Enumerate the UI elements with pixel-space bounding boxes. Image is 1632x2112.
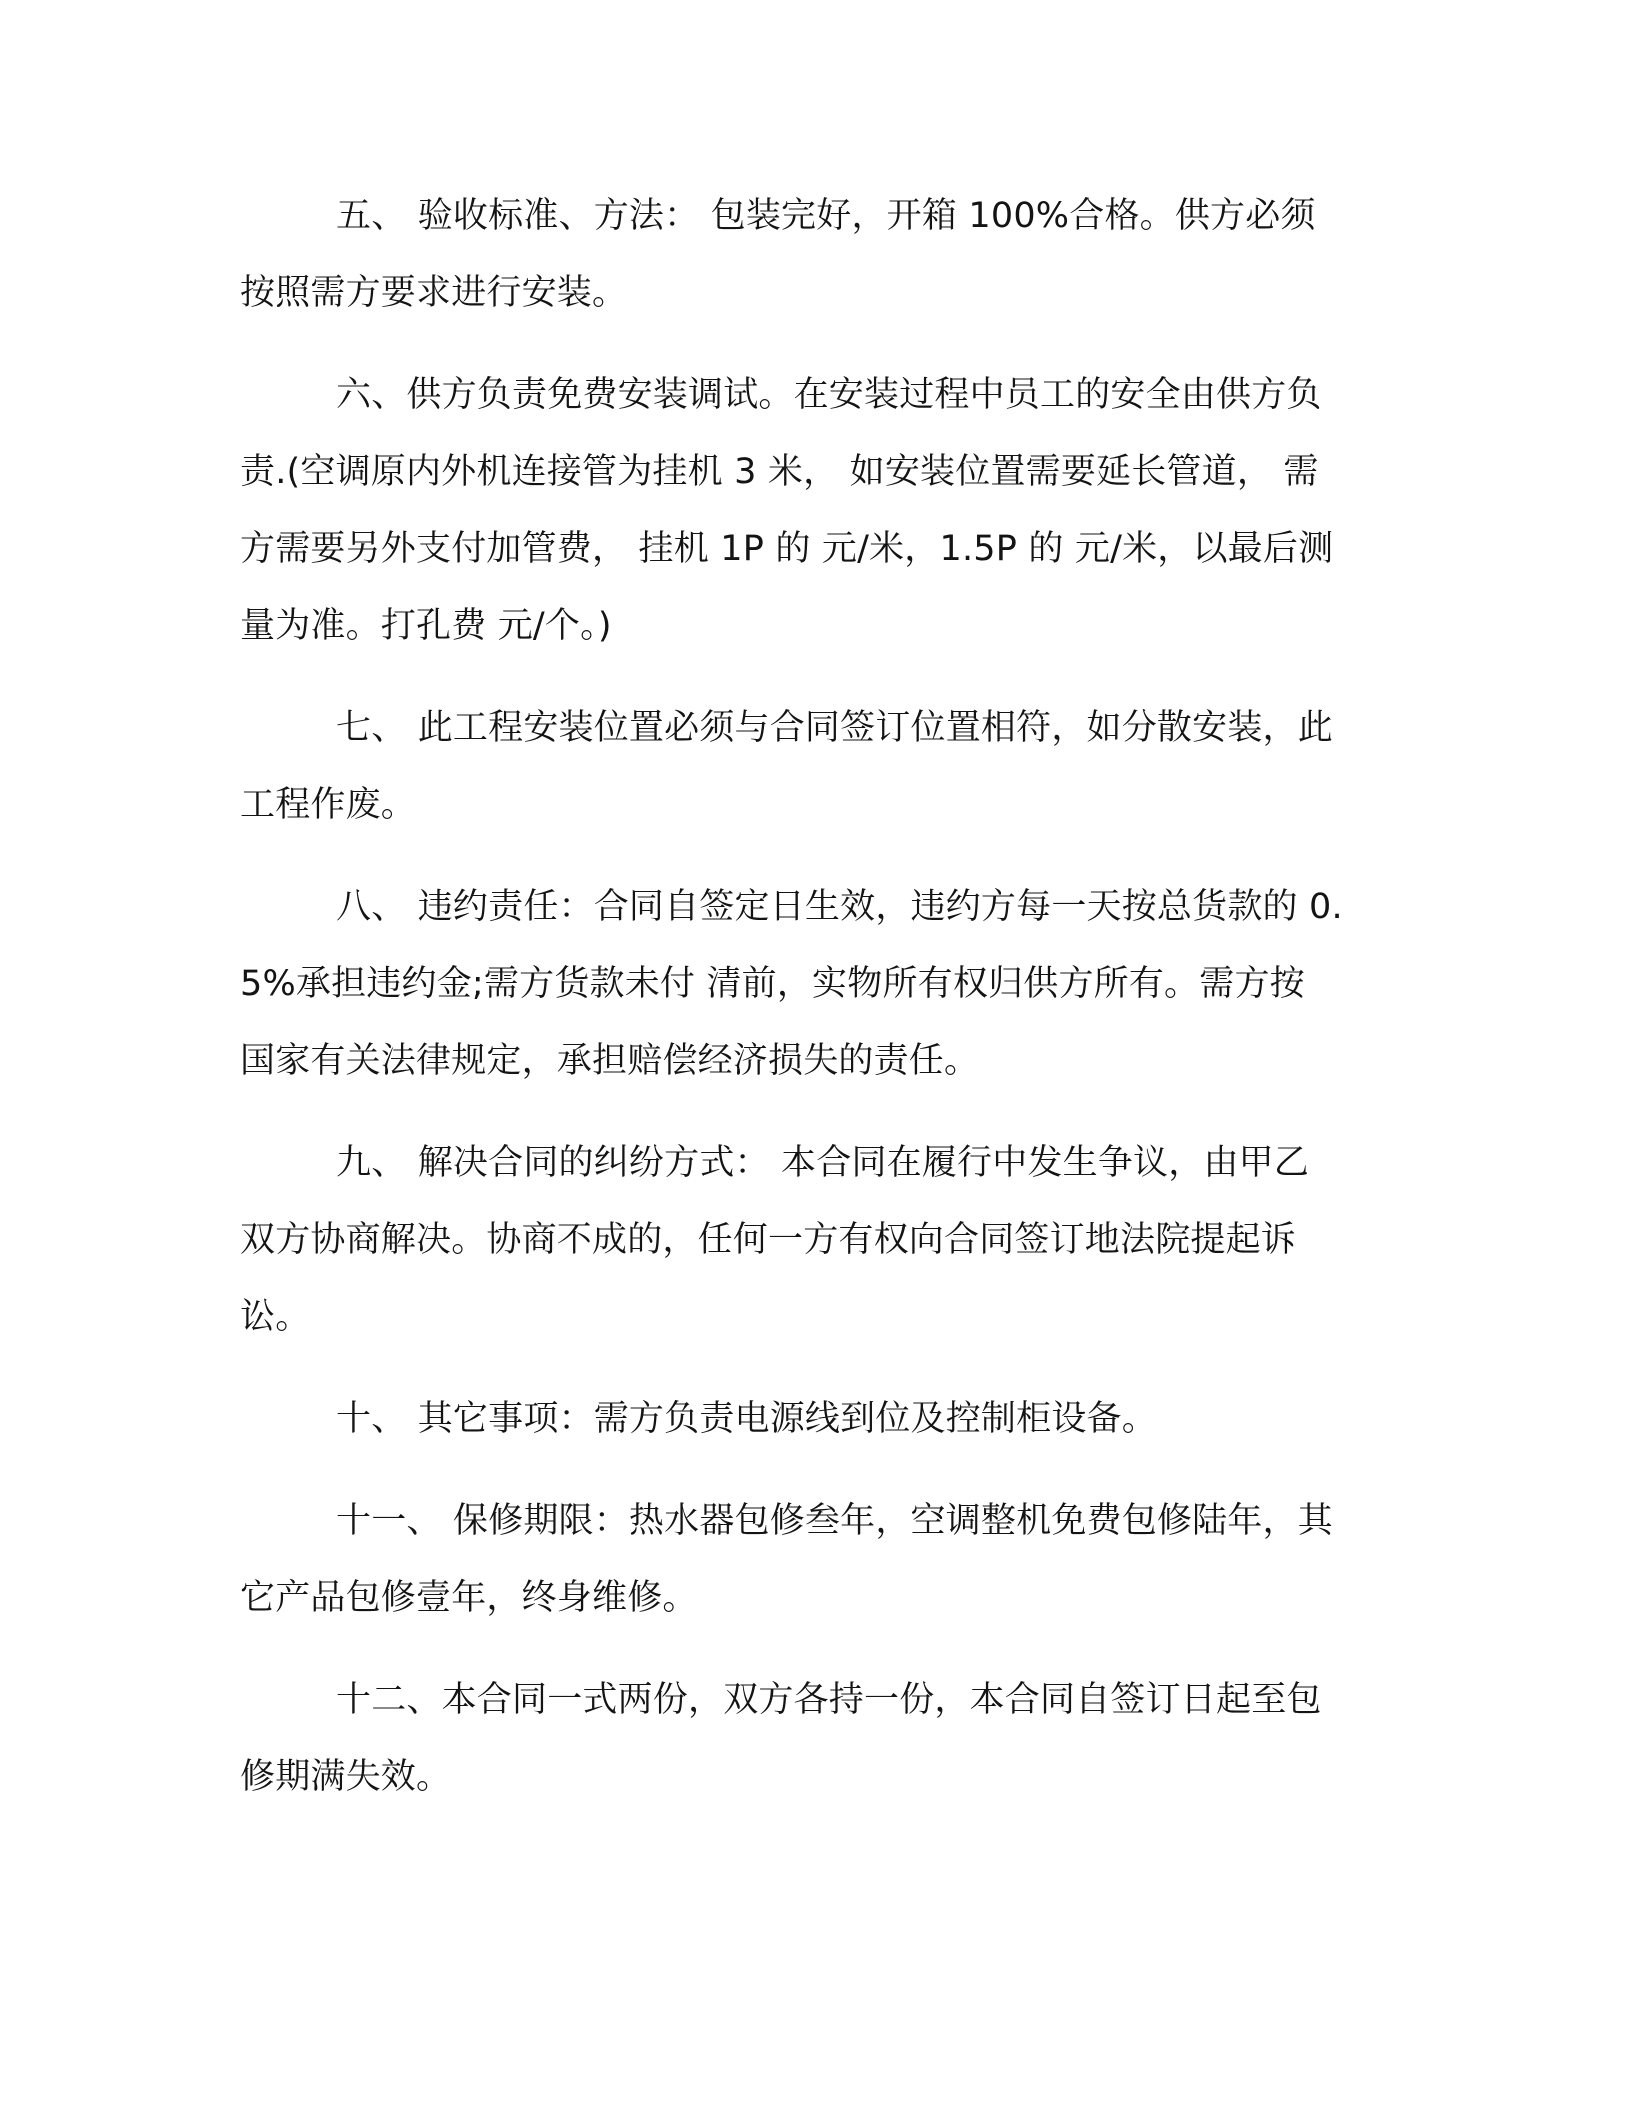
text-line: 国家有关法律规定，承担赔偿经济损失的责任。 — [240, 1041, 980, 1081]
text-line: 工程作废。 — [240, 785, 417, 825]
clause-12 — [240, 1662, 1380, 1816]
text-line: 八、 违约责任：合同自签定日生效，违约方每一天按总货款的 0. — [336, 887, 1343, 927]
text-line: 六、供方负责免费安装调试。在安装过程中员工的安全由供方负 — [336, 375, 1322, 415]
text-line: 责.(空调原内外机连接管为挂机 3 米， 如安装位置需要延长管道， 需 — [240, 452, 1319, 492]
clause-9 — [240, 1125, 1380, 1356]
text-line: 量为准。打孔费 元/个。) — [240, 606, 612, 646]
text-line: 九、 解决合同的纠纷方式： 本合同在履行中发生争议，由甲乙 — [336, 1143, 1310, 1183]
text-line: 5%承担违约金;需方货款未付 清前，实物所有权归供方所有。需方按 — [240, 964, 1305, 1004]
text-line: 讼。 — [240, 1297, 311, 1337]
clause-11 — [240, 1483, 1380, 1637]
text-line: 七、 此工程安装位置必须与合同签订位置相符，如分散安装，此 — [336, 708, 1333, 748]
text-line: 五、 验收标准、方法： 包装完好，开箱 100%合格。供方必须 — [336, 196, 1316, 236]
clause-8 — [240, 869, 1380, 1100]
text-line: 按照需方要求进行安装。 — [240, 273, 628, 313]
text-line: 方需要另外支付加管费， 挂机 1P 的 元/米，1.5P 的 元/米，以最后测 — [240, 529, 1334, 569]
text-line: 十、 其它事项：需方负责电源线到位及控制柜设备。 — [336, 1399, 1157, 1439]
text-line: 修期满失效。 — [240, 1757, 452, 1797]
text-line: 它产品包修壹年，终身维修。 — [240, 1578, 698, 1618]
document-body — [240, 178, 1380, 1816]
clause-5 — [240, 178, 1380, 332]
text-line: 十一、 保修期限：热水器包修叁年，空调整机免费包修陆年，其 — [336, 1501, 1333, 1541]
clause-6 — [240, 357, 1380, 665]
clause-7 — [240, 690, 1380, 844]
text-line: 双方协商解决。协商不成的，任何一方有权向合同签订地法院提起诉 — [240, 1220, 1297, 1260]
text-line: 十二、本合同一式两份，双方各持一份，本合同自签订日起至包 — [336, 1680, 1322, 1720]
clause-10 — [240, 1381, 1380, 1458]
